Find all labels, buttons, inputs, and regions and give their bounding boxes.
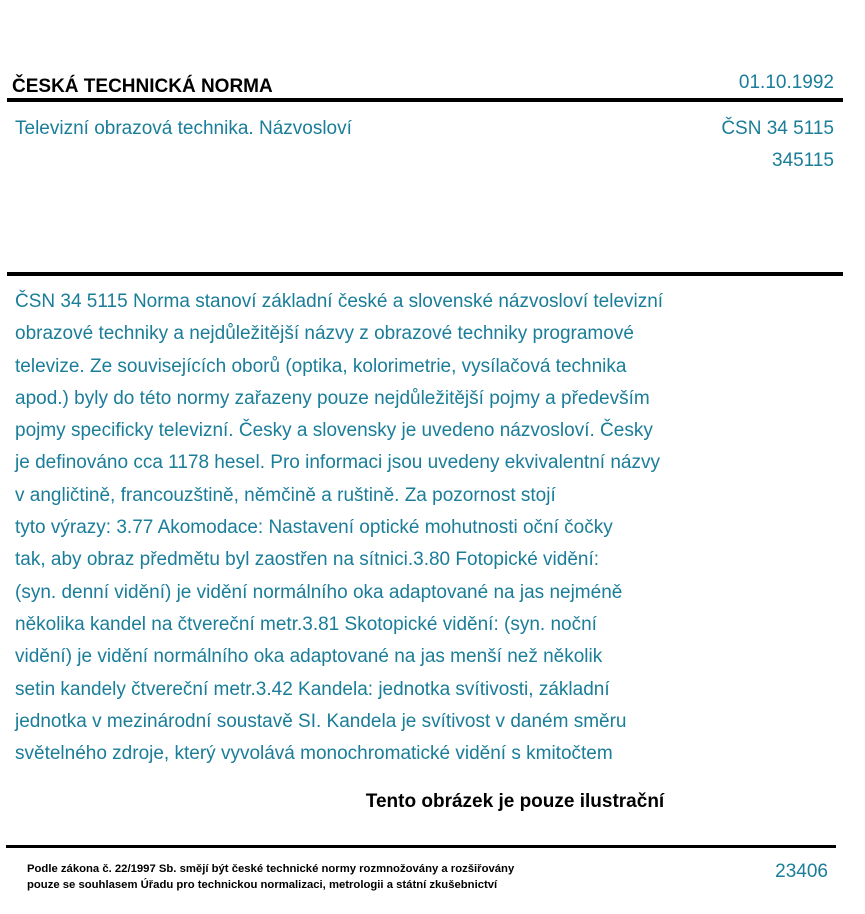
document-id: 23406 xyxy=(775,861,828,882)
abstract-line: tyto výrazy: 3.77 Akomodace: Nastavení optické mohutnosti oční čočky xyxy=(15,517,613,539)
abstract-line: apod.) byly do této normy zařazeny pouze nejdůležitější pojmy a především xyxy=(15,387,650,409)
abstract-line: několika kandel na čtvereční metr.3.81 Skotopické vidění: (syn. noční xyxy=(15,613,597,635)
abstract-line: je definováno cca 1178 hesel. Pro informaci jsou uvedeny ekvivalentní názvy xyxy=(15,452,660,474)
abstract-line: tak, aby obraz předmětu byl zaostřen na sítnici.3.80 Fotopické vidění: xyxy=(15,549,600,571)
content-divider xyxy=(7,272,843,276)
abstract-line: (syn. denní vidění) je vidění normálního oka adaptované na jas nejméně xyxy=(15,581,623,603)
abstract-line: setin kandely čtvereční metr.3.42 Kandela: jednotka svítivosti, základní xyxy=(15,678,610,700)
abstract-line: jednotka v mezinárodní soustavě SI. Kandela je svítivost v daném směru xyxy=(15,710,627,732)
abstract-line: v angličtině, francouzštině, němčině a ruštině. Za pozornost stojí xyxy=(15,484,556,506)
norm-type-heading: ČESKÁ TECHNICKÁ NORMA xyxy=(12,76,273,97)
illustration-note: Tento obrázek je pouze ilustrační xyxy=(365,791,665,812)
legal-notice-line: pouze se souhlasem Úřadu pro technickou normalizaci, metrologii a státní zkušebnictví xyxy=(27,879,498,891)
abstract-line: světelného zdroje, který vyvolává monochromatické vidění s kmitočtem xyxy=(15,743,613,765)
abstract-line: pojmy specificky televizní. Česky a slovensky je uvedeno názvosloví. Česky xyxy=(15,420,653,442)
abstract-line: vidění) je vidění normálního oka adaptované na jas menší než několik xyxy=(15,646,603,668)
abstract-line: obrazové techniky a nejdůležitější názvy z obrazové techniky programové xyxy=(15,323,634,345)
header-divider xyxy=(7,98,843,102)
document-title: Televizní obrazová technika. Názvosloví xyxy=(15,118,352,139)
abstract-line: ČSN 34 5115 Norma stanoví základní české a slovenské názvosloví televizní xyxy=(15,291,664,312)
norm-date: 01.10.1992 xyxy=(738,72,834,93)
abstract-text xyxy=(15,286,775,770)
legal-notice xyxy=(27,861,514,893)
footer-divider xyxy=(6,845,836,848)
legal-notice-line: Podle zákona č. 22/1997 Sb. smějí být české technické normy rozmnožovány a rozšiřovány xyxy=(27,863,515,875)
standard-number: ČSN 34 5115 xyxy=(721,118,834,139)
abstract-line: televize. Ze souvisejících oborů (optika, kolorimetrie, vysílačová technika xyxy=(15,355,627,377)
classification-code: 345115 xyxy=(772,150,834,171)
